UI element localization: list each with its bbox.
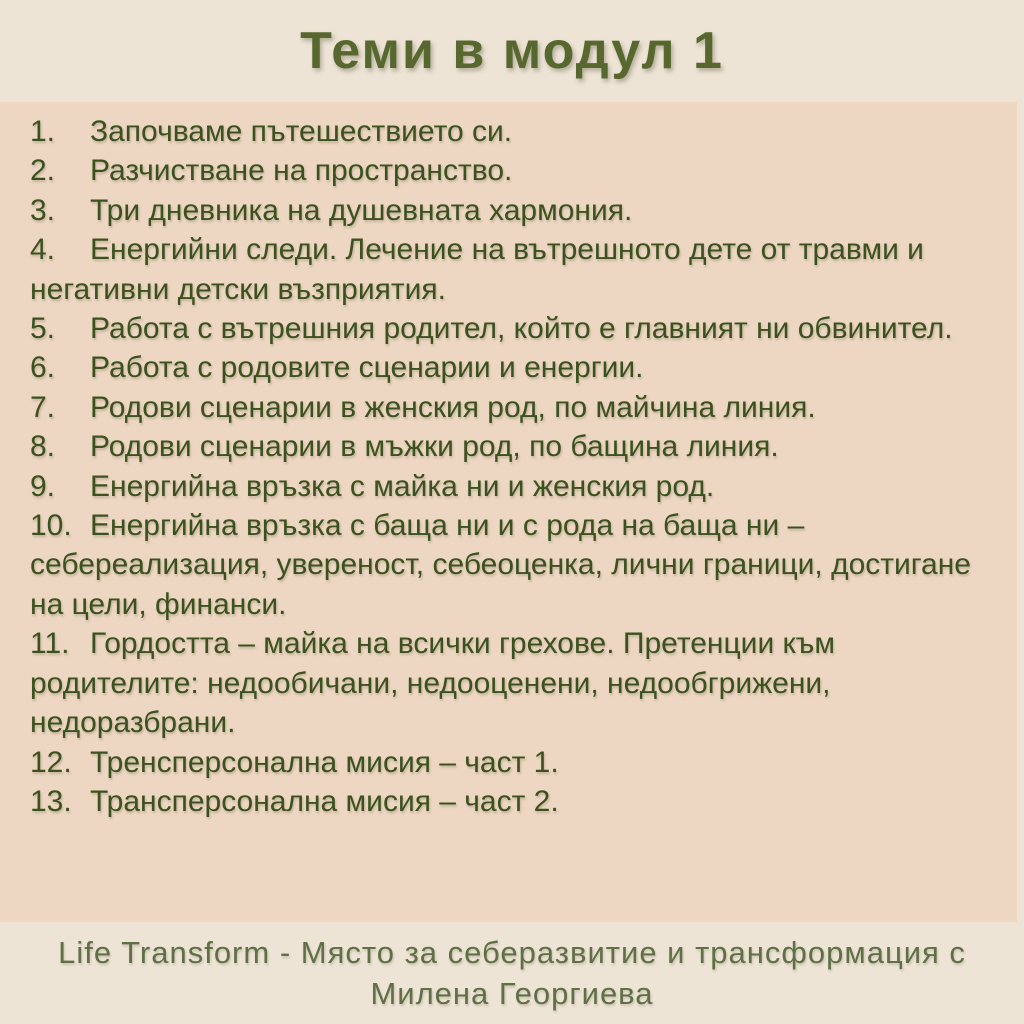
title-bar: [0, 0, 1024, 102]
topic-number: 7.: [30, 390, 56, 424]
topic-text: Работа с вътрешния родител, който е главният ни обвинител.: [90, 312, 953, 346]
topic-number: 6.: [30, 351, 56, 385]
topic-text: Родови сценарии в мъжки род, по бащина линия.: [90, 430, 779, 464]
list-item: [30, 191, 977, 230]
list-item: [30, 348, 977, 387]
page-title: Теми в модул 1: [300, 22, 724, 80]
topic-number: 12.: [30, 745, 72, 779]
topic-text: Енергийна връзка с баща ни и с рода на баща ни – себереализация, увереност, себеоценка, лични граници, достигане на цели, финанси.: [30, 509, 971, 621]
list-item: [30, 309, 977, 348]
footer: [0, 922, 1024, 1024]
topic-text: Тренсперсонална мисия – част 1.: [90, 745, 559, 779]
list-item: [30, 743, 977, 782]
list-item: [30, 230, 977, 309]
topic-text: Гордостта – майка на всички грехове. Претенции към родителите: недообичани, недооценени, недообгрижени, недоразбрани.: [30, 627, 836, 740]
topic-number: 4.: [30, 233, 56, 267]
topic-number: 2.: [30, 154, 56, 188]
topic-text: Енергийна връзка с майка ни и женския род.: [90, 469, 715, 503]
topic-number: 9.: [30, 469, 56, 503]
topics-panel: [0, 102, 1017, 922]
list-item: [30, 624, 977, 742]
footer-line-1: Life Transform - Място за себеразвитие и трансформация с: [58, 935, 966, 970]
footer-line-2: Милена Георгиева: [370, 976, 654, 1011]
topic-text: Работа с родовите сценарии и енергии.: [90, 351, 644, 385]
topic-text: Трансперсонална мисия – част 2.: [90, 784, 559, 818]
list-item: [30, 467, 977, 506]
topic-number: 3.: [30, 193, 56, 227]
topic-number: 10.: [30, 509, 72, 543]
topic-text: Три дневника на душевната хармония.: [90, 193, 633, 227]
list-item: [30, 151, 977, 190]
topic-number: 1.: [30, 115, 56, 148]
list-item: [30, 782, 977, 821]
list-item: [30, 427, 977, 466]
list-item: [30, 112, 977, 151]
topic-number: 11.: [30, 627, 70, 661]
topic-number: 8.: [30, 430, 56, 464]
topic-text: Родови сценарии в женския род, по майчина линия.: [90, 390, 816, 424]
topic-text: Започваме пътешествието си.: [90, 115, 513, 148]
list-item: [30, 388, 977, 427]
topic-number: 13.: [30, 784, 72, 818]
topic-text: Енергийни следи. Лечение на вътрешното дете от травми и негативни детски възприятия.: [30, 233, 924, 306]
list-item: [30, 506, 977, 624]
topic-number: 5.: [30, 312, 56, 346]
topics-list: [30, 112, 977, 821]
topic-text: Разчистване на пространство.: [90, 154, 513, 188]
